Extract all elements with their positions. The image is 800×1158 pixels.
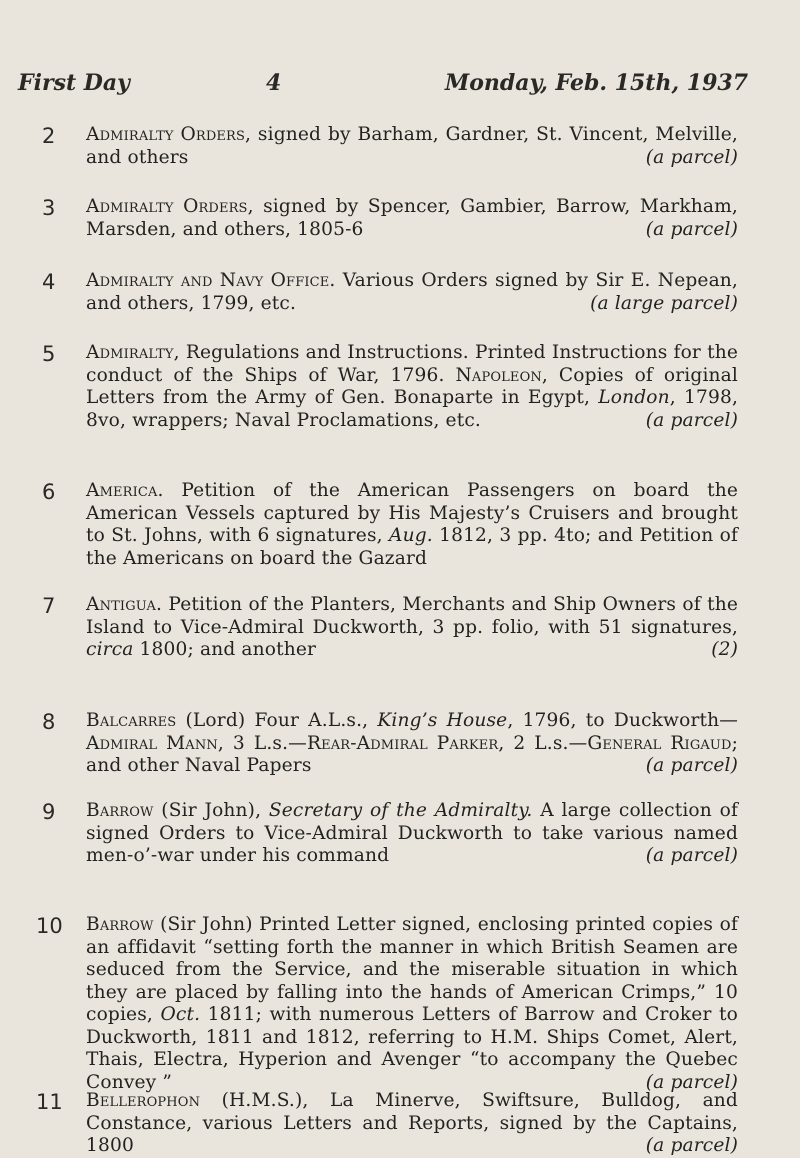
lot-text-segment: , Regulations and Instructions. Printed Instructions for the conduct of the Ships of War, 1796. bbox=[86, 342, 738, 386]
lot-text-segment: Antigua. bbox=[86, 594, 163, 615]
lot-description bbox=[86, 800, 738, 868]
lot-text-segment: (Lord) Four A.L.s., bbox=[176, 710, 378, 731]
sale-date: Monday, Feb. 15th, 1937 bbox=[444, 70, 748, 96]
lot-text-segment: Admiralty bbox=[86, 342, 174, 363]
lot-number: 4 bbox=[42, 270, 56, 294]
lot-number: 8 bbox=[42, 710, 56, 734]
lot-description bbox=[86, 480, 738, 570]
lot-text-segment: Barrow bbox=[86, 914, 154, 935]
lot-description bbox=[86, 124, 738, 169]
lot-text-segment: ; and other Naval Papers bbox=[86, 732, 739, 776]
lot-text-segment: Admiralty and Navy Office. bbox=[86, 270, 336, 291]
lot-description bbox=[86, 196, 738, 241]
lot-text-segment: Admiralty Orders bbox=[86, 196, 248, 217]
lot-description bbox=[86, 342, 738, 432]
lot-description bbox=[86, 1090, 738, 1158]
lot-text-segment: , signed by Spencer, Gambier, Barrow, Markham, Marsden, and others, 1805-6 bbox=[86, 196, 738, 240]
lot-number: 10 bbox=[36, 914, 63, 938]
lot-text-segment: 1812, 3 pp. 4to; and Petition of the Americans on board the Gazard bbox=[86, 525, 738, 569]
lot-text-segment: , Copies of original Letters from the Army of Gen. Bonaparte in Egypt, bbox=[86, 364, 738, 408]
lot-text-segment: Balcarres bbox=[86, 710, 177, 731]
lot-quantity-tag: (a parcel) bbox=[645, 755, 738, 776]
lot-number: 2 bbox=[42, 124, 56, 148]
lot-text-segment: , 3 L.s.— bbox=[217, 732, 307, 754]
lot-text-segment: , 1798, 8vo, wrappers; Naval Proclamations, etc. bbox=[86, 387, 739, 431]
lot-text-segment: America. bbox=[86, 480, 164, 501]
lot-quantity-tag: (a parcel) bbox=[645, 1135, 738, 1156]
lot-number: 7 bbox=[42, 594, 56, 618]
lot-number: 6 bbox=[42, 480, 56, 504]
session-label: First Day bbox=[18, 70, 130, 96]
lot-number: 5 bbox=[42, 342, 56, 366]
lot-number: 11 bbox=[36, 1090, 63, 1114]
lot-quantity-tag: (a large parcel) bbox=[590, 292, 738, 314]
lot-text-segment: King’s House bbox=[377, 710, 508, 731]
lot-description bbox=[86, 710, 738, 778]
lot-text-segment: , signed by Barham, Gardner, St. Vincent, Melville, and others bbox=[86, 124, 738, 168]
lot-quantity-tag: (a parcel) bbox=[645, 845, 738, 866]
lot-text-segment: (Sir John), bbox=[153, 800, 269, 821]
lot-text-segment: 1800; and another bbox=[133, 639, 317, 660]
lot-text-segment: A large collection of signed Orders to Vice-Admiral Duckworth to take various named men-o’-war under his command bbox=[86, 800, 739, 866]
page-number: 4 bbox=[266, 70, 282, 96]
lot-text-segment: (Sir John) Printed Letter signed, enclosing printed copies of an affidavit “setting forth the manner in which British Seamen are seduced from the Service, and the miserable situation in which they are placed by falling into the hands of American Crimps,” 10 copies, bbox=[86, 914, 738, 1025]
lot-quantity-tag: (a parcel) bbox=[645, 409, 738, 431]
page-header bbox=[18, 70, 748, 110]
lot-description bbox=[86, 270, 738, 315]
lot-description bbox=[86, 594, 738, 662]
lot-number: 3 bbox=[42, 196, 56, 220]
lot-text-segment: London bbox=[598, 387, 670, 408]
lot-text-segment: Admiralty Orders bbox=[86, 124, 246, 145]
lot-text-segment: Napoleon bbox=[455, 364, 542, 386]
lot-text-segment: Rear-Admiral Parker bbox=[306, 732, 499, 754]
lot-text-segment: Oct. bbox=[160, 1004, 201, 1025]
lot-text-segment: , 2 L.s.— bbox=[498, 732, 588, 754]
lot-text-segment: Aug. bbox=[389, 525, 433, 546]
lot-text-segment: 1811; with numerous Letters of Barrow and Croker to Duckworth, 1811 and 1812, referring to H.M. Ships Comet, Alert, Thais, Electra, Hyperion and Avenger “to accompany the Quebec Convey ” bbox=[86, 1004, 738, 1093]
lot-quantity-tag: (a parcel) bbox=[645, 218, 738, 240]
lot-quantity-tag: (2) bbox=[711, 639, 738, 660]
lot-number: 9 bbox=[42, 800, 56, 824]
lot-text-segment: Petition of the Planters, Merchants and Ship Owners of the Island to Vice-Admiral Duckworth, 3 pp. folio, with 51 signatures, bbox=[86, 594, 738, 638]
lot-text-segment: Various Orders signed by Sir E. Nepean, and others, 1799, etc. bbox=[86, 270, 738, 314]
lot-text-segment: , 1796, to Duckworth— bbox=[507, 710, 738, 731]
lot-text-segment: Petition of the American Passengers on board the American Vessels captured by His Majesty’s Cruisers and brought to St. Johns, with 6 signatures, bbox=[86, 480, 738, 546]
lot-description bbox=[86, 914, 738, 1094]
lot-text-segment: Barrow bbox=[86, 800, 154, 821]
lot-quantity-tag: (a parcel) bbox=[645, 1071, 738, 1093]
lot-text-segment: circa bbox=[86, 639, 134, 660]
lot-text-segment: Admiral Mann bbox=[86, 732, 218, 754]
lot-text-segment: General Rigaud bbox=[587, 732, 732, 754]
lot-quantity-tag: (a parcel) bbox=[645, 146, 738, 168]
lot-text-segment: Secretary of the Admiralty. bbox=[268, 800, 533, 821]
lot-text-segment: Bellerophon bbox=[86, 1090, 201, 1111]
lot-text-segment: (H.M.S.), La Minerve, Swiftsure, Bulldog, and Constance, various Letters and Reports, signed by the Captains, 1800 bbox=[86, 1090, 738, 1156]
